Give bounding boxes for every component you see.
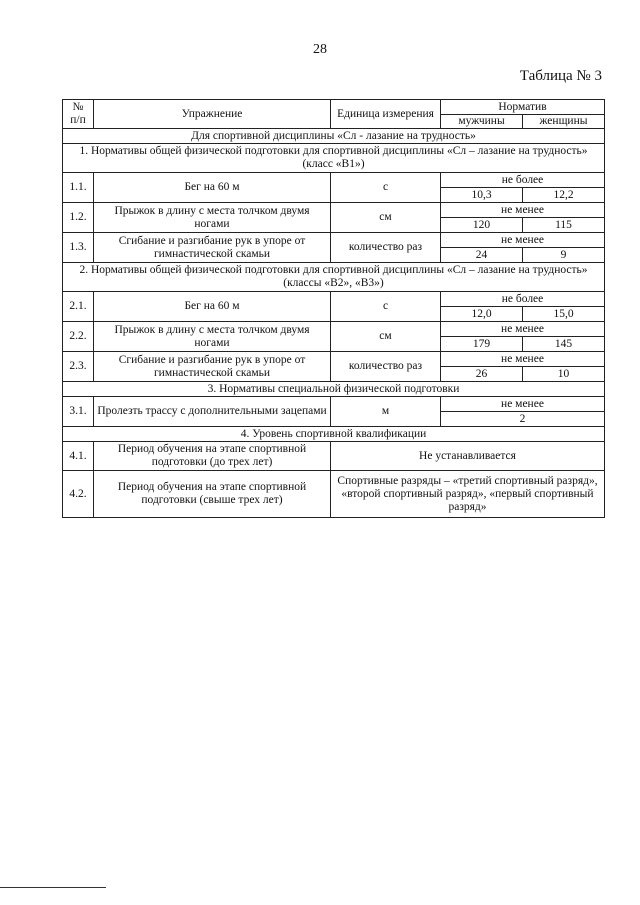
- section-1-title: 1. Нормативы общей физической подготовки для спортивной дисциплины «Сл – лазание на трудность» (класс «В1»): [63, 144, 605, 173]
- row-exercise: Прыжок в длину с места толчком двумя ногами: [94, 322, 331, 352]
- page-number: 28: [313, 42, 327, 57]
- row-num: 4.1.: [63, 442, 94, 471]
- header-num: № п/п: [63, 100, 94, 129]
- row-women-value: 115: [523, 218, 605, 233]
- row-men-value: 120: [441, 218, 523, 233]
- row-num: 1.1.: [63, 173, 94, 203]
- row-qualifier: не более: [441, 173, 605, 188]
- row-women-value: 12,2: [523, 188, 605, 203]
- table-caption: Таблица № 3: [519, 68, 602, 84]
- section-2-title: 2. Нормативы общей физической подготовки для спортивной дисциплины «Сл – лазание на трудность» (классы «В2», «В3»): [63, 263, 605, 292]
- header-unit: Единица измерения: [331, 100, 441, 129]
- row-qualifier: не менее: [441, 203, 605, 218]
- row-unit: с: [331, 173, 441, 203]
- row-women-value: 10: [523, 367, 605, 382]
- row-num: 1.2.: [63, 203, 94, 233]
- row-num: 3.1.: [63, 397, 94, 427]
- footnote-divider: [0, 887, 106, 888]
- row-exercise: Период обучения на этапе спортивной подготовки (свыше трех лет): [94, 471, 331, 518]
- row-exercise: Бег на 60 м: [94, 292, 331, 322]
- header-exercise: Упражнение: [94, 100, 331, 129]
- discipline-title: Для спортивной дисциплины «Сл - лазание на трудность»: [63, 129, 605, 144]
- row-men-value: 24: [441, 248, 523, 263]
- row-exercise: Сгибание и разгибание рук в упоре от гимнастической скамьи: [94, 352, 331, 382]
- row-num: 1.3.: [63, 233, 94, 263]
- row-qualifier: не более: [441, 292, 605, 307]
- row-exercise: Бег на 60 м: [94, 173, 331, 203]
- row-unit: м: [331, 397, 441, 427]
- row-qualifier: не менее: [441, 322, 605, 337]
- row-unit: см: [331, 322, 441, 352]
- row-exercise: Пролезть трассу с дополнительными зацепами: [94, 397, 331, 427]
- row-men-value: 10,3: [441, 188, 523, 203]
- header-men: мужчины: [441, 115, 523, 129]
- row-unit: количество раз: [331, 233, 441, 263]
- row-value: Не устанавливается: [331, 442, 605, 471]
- row-num: 2.1.: [63, 292, 94, 322]
- row-men-value: 12,0: [441, 307, 523, 322]
- row-men-value: 26: [441, 367, 523, 382]
- section-3-title: 3. Нормативы специальной физической подготовки: [63, 382, 605, 397]
- row-women-value: 145: [523, 337, 605, 352]
- norms-table: [62, 99, 605, 518]
- row-num: 2.2.: [63, 322, 94, 352]
- header-norm: Норматив: [441, 100, 605, 115]
- row-men-value: 179: [441, 337, 523, 352]
- row-unit: с: [331, 292, 441, 322]
- row-value: Спортивные разряды – «третий спортивный разряд», «второй спортивный разряд», «первый спортивный разряд»: [331, 471, 605, 518]
- row-unit: количество раз: [331, 352, 441, 382]
- row-num: 2.3.: [63, 352, 94, 382]
- section-4-title: 4. Уровень спортивной квалификации: [63, 427, 605, 442]
- row-women-value: 15,0: [523, 307, 605, 322]
- header-women: женщины: [523, 115, 605, 129]
- row-value: 2: [441, 412, 605, 427]
- row-qualifier: не менее: [441, 397, 605, 412]
- row-qualifier: не менее: [441, 233, 605, 248]
- row-qualifier: не менее: [441, 352, 605, 367]
- row-exercise: Прыжок в длину с места толчком двумя ногами: [94, 203, 331, 233]
- row-num: 4.2.: [63, 471, 94, 518]
- row-exercise: Период обучения на этапе спортивной подготовки (до трех лет): [94, 442, 331, 471]
- row-exercise: Сгибание и разгибание рук в упоре от гимнастической скамьи: [94, 233, 331, 263]
- row-women-value: 9: [523, 248, 605, 263]
- row-unit: см: [331, 203, 441, 233]
